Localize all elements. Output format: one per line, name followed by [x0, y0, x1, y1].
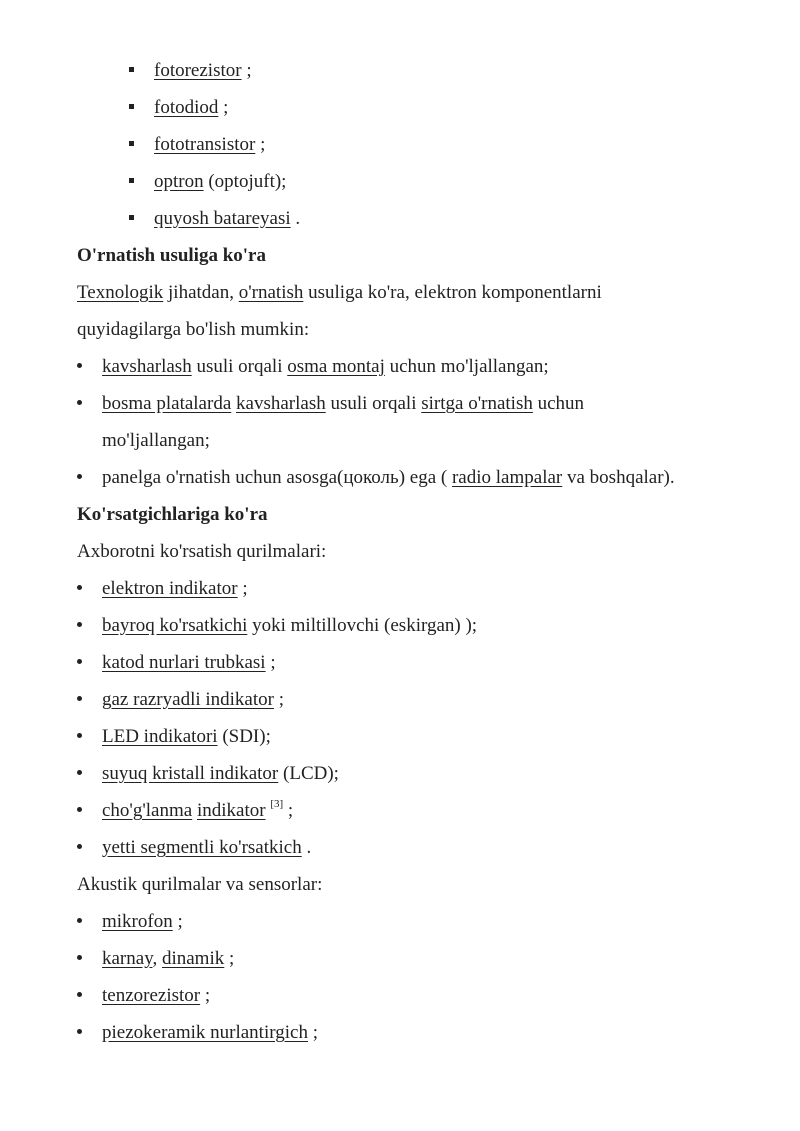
bullet-icon — [77, 348, 82, 385]
bullet-icon — [77, 1014, 82, 1051]
list-item — [0, 163, 800, 200]
bullet-icon — [77, 385, 82, 422]
list-item-continuation — [0, 422, 800, 459]
text-segment: jihatdan, — [163, 282, 239, 303]
paragraph-line: Akustik qurilmalar va sensorlar: — [77, 874, 323, 895]
text-segment: ; — [273, 689, 285, 710]
bullet-icon — [77, 570, 82, 607]
list-item — [0, 755, 800, 792]
square-bullet-icon — [129, 163, 134, 200]
bullet-icon — [77, 977, 82, 1014]
link[interactable]: LED indikatori — [102, 726, 218, 747]
text-segment: va boshqalar). — [562, 467, 675, 488]
text-segment: panelga o'rnatish uchun asosga(цоколь) ega ( — [102, 467, 452, 488]
link[interactable]: piezokeramik nurlantirgich — [102, 1022, 308, 1043]
list-item — [0, 718, 800, 755]
footnote-ref[interactable]: [3] — [270, 797, 284, 810]
bullet-icon — [77, 459, 82, 496]
list-item-text — [102, 607, 477, 644]
text-segment: ; — [241, 60, 252, 81]
list-item — [0, 459, 800, 496]
text-segment: . — [290, 208, 301, 229]
text-segment: usuli orqali — [191, 356, 288, 377]
list-item — [0, 385, 800, 422]
link[interactable]: fotodiod — [154, 97, 219, 118]
text-segment: (optojuft); — [203, 171, 287, 192]
list-item — [0, 52, 800, 89]
bullet-icon — [77, 607, 82, 644]
list-item — [0, 1014, 800, 1051]
list-item-text — [102, 755, 339, 792]
link[interactable]: mikrofon — [102, 911, 173, 932]
link[interactable]: kavsharlash — [236, 393, 326, 414]
list-item — [0, 644, 800, 681]
paragraph-line — [0, 274, 800, 311]
text-segment: . — [301, 837, 312, 858]
link[interactable]: sirtga o'rnatish — [421, 393, 533, 414]
link[interactable]: tenzorezistor — [102, 985, 201, 1006]
link[interactable]: dinamik — [161, 948, 225, 969]
list-item-text — [102, 459, 675, 496]
text-segment: ; — [224, 948, 235, 969]
list-item — [0, 829, 800, 866]
link[interactable]: Texnologik — [77, 282, 164, 303]
text-segment: (LCD); — [278, 763, 339, 784]
bullet-icon — [77, 829, 82, 866]
text-segment: ; — [172, 911, 183, 932]
list-item — [0, 348, 800, 385]
list-item-text — [102, 829, 311, 866]
link[interactable]: optron — [154, 171, 204, 192]
bullet-icon — [77, 792, 82, 829]
text-segment: ; — [283, 800, 294, 821]
link[interactable]: osma montaj — [287, 356, 385, 377]
list-item-text — [154, 126, 265, 163]
list-item-text — [154, 89, 228, 126]
list-item — [0, 570, 800, 607]
link[interactable]: suyuq kristall indikator — [102, 763, 279, 784]
list-item — [0, 977, 800, 1014]
list-item — [0, 89, 800, 126]
list-item-text — [154, 52, 252, 89]
list-item-text — [102, 718, 271, 755]
link[interactable]: karnay — [102, 948, 153, 969]
list-item-text — [102, 570, 248, 607]
link[interactable]: indikator — [196, 800, 266, 821]
link[interactable]: radio lampalar — [451, 467, 563, 488]
list-item-text — [102, 977, 210, 1014]
text-segment: mo'ljallangan; — [102, 430, 210, 451]
link[interactable]: fotorezistor — [154, 60, 242, 81]
paragraph-line: Axborotni ko'rsatish qurilmalari: — [77, 541, 327, 562]
text-segment: usuli orqali — [325, 393, 422, 414]
text-segment: ; — [307, 1022, 318, 1043]
text-segment: quyidagilarga bo'lish mumkin: — [77, 319, 310, 340]
link[interactable]: fototransistor — [154, 134, 256, 155]
text-segment: usuliga ko'ra, elektron komponentlarni — [303, 282, 602, 303]
list-item-text — [102, 903, 183, 940]
bullet-icon — [77, 903, 82, 940]
paragraph-line — [0, 311, 800, 348]
text-segment: uchun mo'ljallangan; — [384, 356, 549, 377]
list-item-text — [102, 792, 293, 829]
list-item — [0, 681, 800, 718]
link[interactable]: bosma platalarda — [102, 393, 232, 414]
text-segment: (SDI); — [217, 726, 271, 747]
section-heading: O'rnatish usuliga ko'ra — [77, 245, 266, 266]
bullet-icon — [77, 681, 82, 718]
link[interactable]: yetti segmentli ko'rsatkich — [102, 837, 302, 858]
list-item-text — [102, 1014, 318, 1051]
bullet-icon — [77, 940, 82, 977]
bullet-icon — [77, 644, 82, 681]
text-segment: ; — [265, 652, 276, 673]
link[interactable]: o'rnatish — [238, 282, 304, 303]
section-heading: Ko'rsatgichlariga ko'ra — [77, 504, 268, 525]
text-segment: ; — [200, 985, 211, 1006]
bullet-icon — [77, 718, 82, 755]
text-segment: ; — [237, 578, 248, 599]
text-segment: uchun — [532, 393, 585, 414]
text-segment: yoki miltillovchi (eskirgan) ); — [247, 615, 478, 636]
list-item — [0, 200, 800, 237]
link[interactable]: quyosh batareyasi — [154, 208, 291, 229]
list-item-text — [102, 644, 276, 681]
square-bullet-icon — [129, 200, 134, 237]
list-item-text — [102, 681, 284, 718]
link[interactable]: gaz razryadli indikator — [102, 689, 274, 710]
link[interactable]: kavsharlash — [102, 356, 192, 377]
list-item-text — [102, 385, 584, 422]
text-segment: ; — [255, 134, 266, 155]
bullet-icon — [77, 755, 82, 792]
text-segment: ; — [218, 97, 229, 118]
square-bullet-icon — [129, 89, 134, 126]
list-item — [0, 792, 800, 829]
link[interactable]: katod nurlari trubkasi — [102, 652, 266, 673]
list-item — [0, 126, 800, 163]
square-bullet-icon — [129, 126, 134, 163]
list-item-text — [102, 348, 549, 385]
list-item-text — [102, 940, 234, 977]
link[interactable]: bayroq ko'rsatkichi — [102, 615, 248, 636]
link[interactable]: elektron indikator — [102, 578, 238, 599]
text-segment: , — [152, 948, 162, 969]
list-item — [0, 607, 800, 644]
list-item-text — [154, 163, 286, 200]
list-item — [0, 940, 800, 977]
list-item — [0, 903, 800, 940]
link[interactable]: cho'g'lanma — [102, 800, 193, 821]
square-bullet-icon — [129, 52, 134, 89]
list-item-text — [154, 200, 300, 237]
